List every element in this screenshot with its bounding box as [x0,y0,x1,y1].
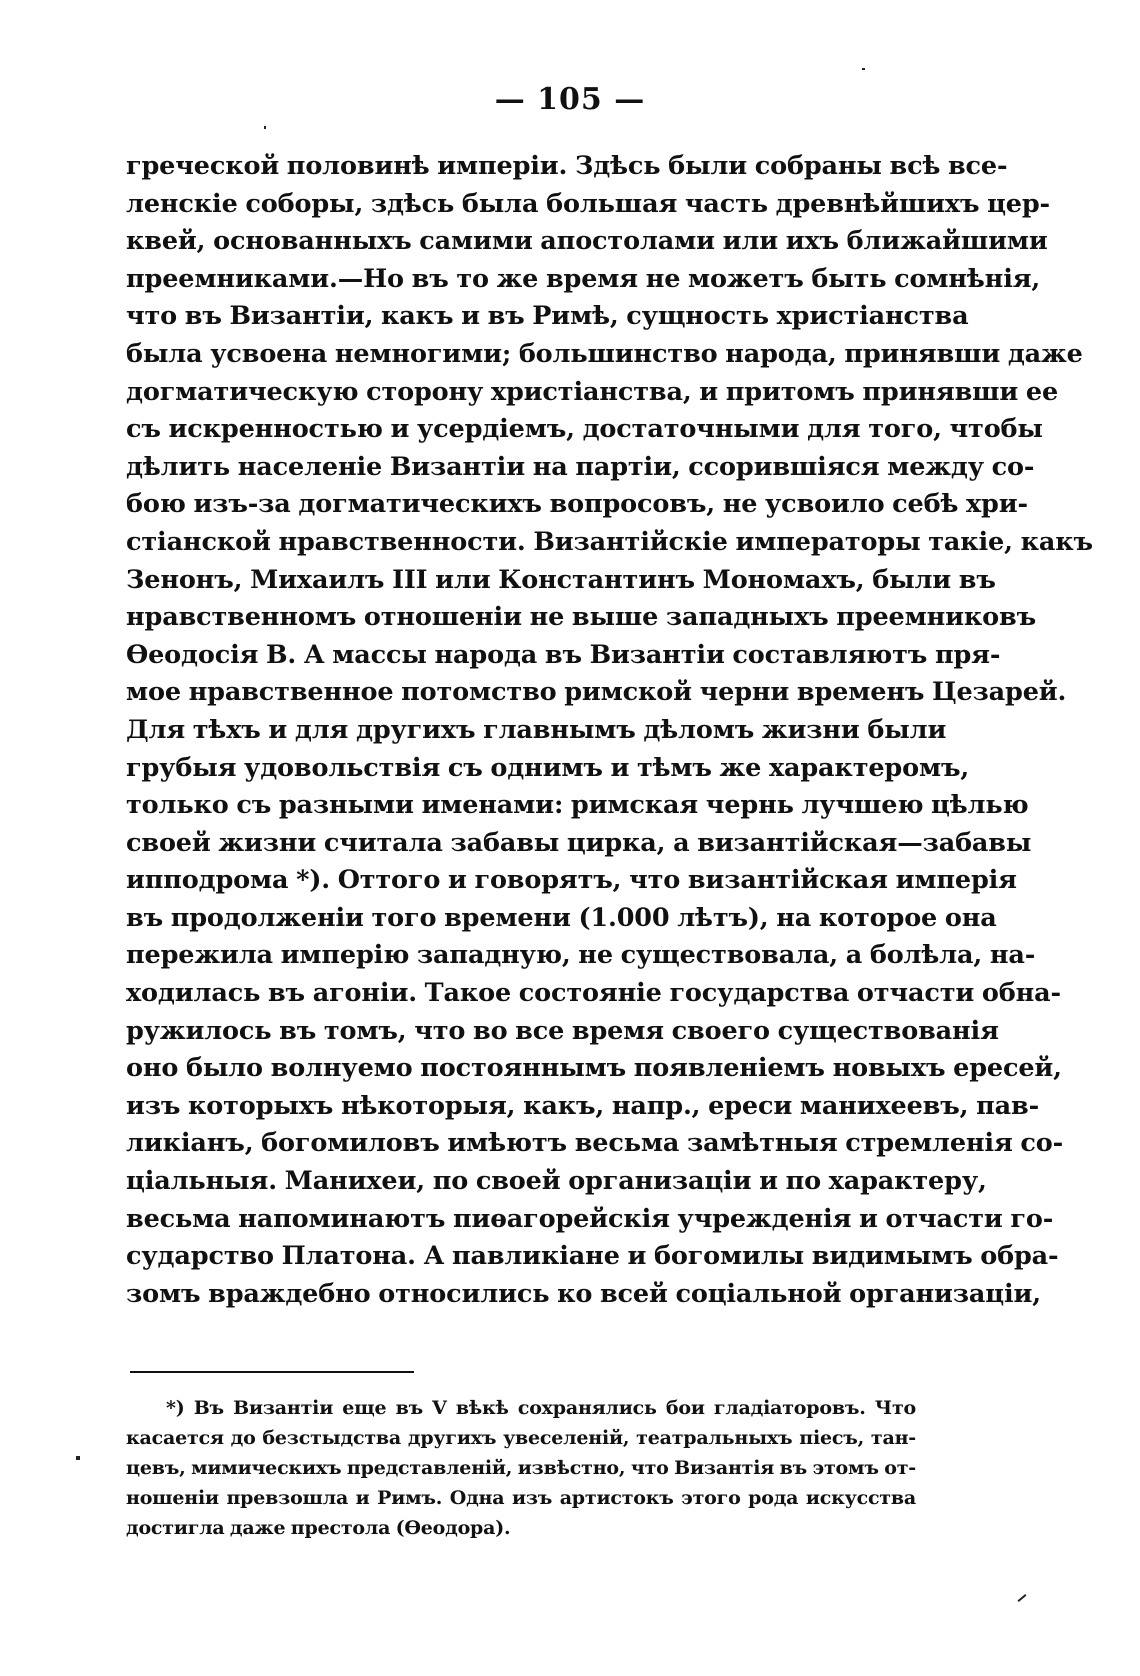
text-line: ходилась въ агоніи. Такое состояніе государства отчасти обна- [126,978,1061,1009]
text-line: бою изъ-за догматическихъ вопросовъ, не усвоило себѣ хри- [126,489,1028,520]
footnote-line: достигла даже престола (Ѳеодора). [126,1517,511,1539]
text-line: преемниками.—Но въ то же время не можетъ быть сомнѣнія, [126,263,1041,294]
text-line: мое нравственное потомство римской черни временъ Цезарей. [126,677,1067,708]
text-line: въ продолженіи того времени (1.000 лѣтъ), на которое она [126,902,997,933]
text-line: Для тѣхъ и для другихъ главнымъ дѣломъ жизни были [126,714,947,745]
text-line: зомъ враждебно относились ко всей соціальной организаціи, [126,1278,1042,1309]
main-text [126,148,1093,1313]
footnote-line: цевъ, мимическихъ представленій, извѣстно, что Византія въ этомъ от- [126,1457,916,1479]
text-line: своей жизни считала забавы цирка, а византійская—забавы [126,827,1032,858]
text-line: ипподрома *). Оттого и говорятъ, что византійская имперія [126,865,1017,896]
text-line: ружилось въ томъ, что во все время своего существованія [126,1015,999,1046]
footnote [126,1393,916,1543]
scan-speck [76,1456,80,1460]
text-line: Ѳеодосія В. А массы народа въ Византіи составляютъ пря- [126,639,1001,670]
text-line: ціальныя. Манихеи, по своей организаціи и по характеру, [126,1166,987,1197]
scan-speck [264,126,266,129]
scan-speck [862,68,865,70]
text-line: нравственномъ отношеніи не выше западныхъ преемниковъ [126,602,1037,633]
text-line: ленскіе соборы, здѣсь была большая часть древнѣйшихъ цер- [126,188,1050,219]
text-line: только съ разными именами: римская чернь лучшею цѣлью [126,790,1029,821]
footnote-divider [130,1371,414,1373]
footnote-line: касается до безстыдства другихъ увеселеній, театральныхъ піесъ, тан- [126,1427,916,1449]
text-line: съ искренностью и усердіемъ, достаточными для того, чтобы [126,414,1043,445]
text-line: оно было волнуемо постояннымъ появленіемъ новыхъ ересей, [126,1053,1062,1084]
text-line: грубыя удовольствія съ однимъ и тѣмъ же характеромъ, [126,752,970,783]
text-line: догматическую сторону христіанства, и притомъ принявши ее [126,376,1059,407]
text-line: сударство Платона. А павликіане и богомилы видимымъ обра- [126,1241,1059,1272]
text-line: квей, основанныхъ самими апостолами или ихъ ближайшими [126,226,1048,257]
footnote-line: ношеніи превзошла и Римъ. Одна изъ артистокъ этого рода искусства [126,1487,916,1509]
footnote-line: *) Въ Византіи еще въ V вѣкѣ сохранялись бои гладіаторовъ. Что [166,1397,916,1419]
text-line: изъ которыхъ нѣкоторыя, какъ, напр., ереси манихеевъ, пав- [126,1090,1040,1121]
text-line: греческой половинѣ имперіи. Здѣсь были собраны всѣ все- [126,151,1008,181]
text-line: стіанской нравственности. Византійскіе императоры такіе, какъ [126,526,1093,557]
text-line: что въ Византіи, какъ и въ Римѣ, сущность христіанства [126,301,969,332]
text-line: весьма напоминаютъ пиѳагорейскія учрежденія и отчасти го- [126,1203,1054,1234]
text-line: была усвоена немногими; большинство народа, принявши даже [126,338,1083,369]
scan-speck [1018,1594,1027,1602]
page-number: — 105 — [494,82,646,117]
text-line: дѣлить населеніе Византіи на партіи, ссорившіяся между со- [126,451,1035,482]
text-line: ликіанъ, богомиловъ имѣютъ весьма замѣтныя стремленія со- [126,1128,1064,1159]
text-line: пережила имперію западную, не существовала, а болѣла, на- [126,940,1036,971]
text-line: Зенонъ, Михаилъ III или Константинъ Мономахъ, были въ [126,564,996,595]
